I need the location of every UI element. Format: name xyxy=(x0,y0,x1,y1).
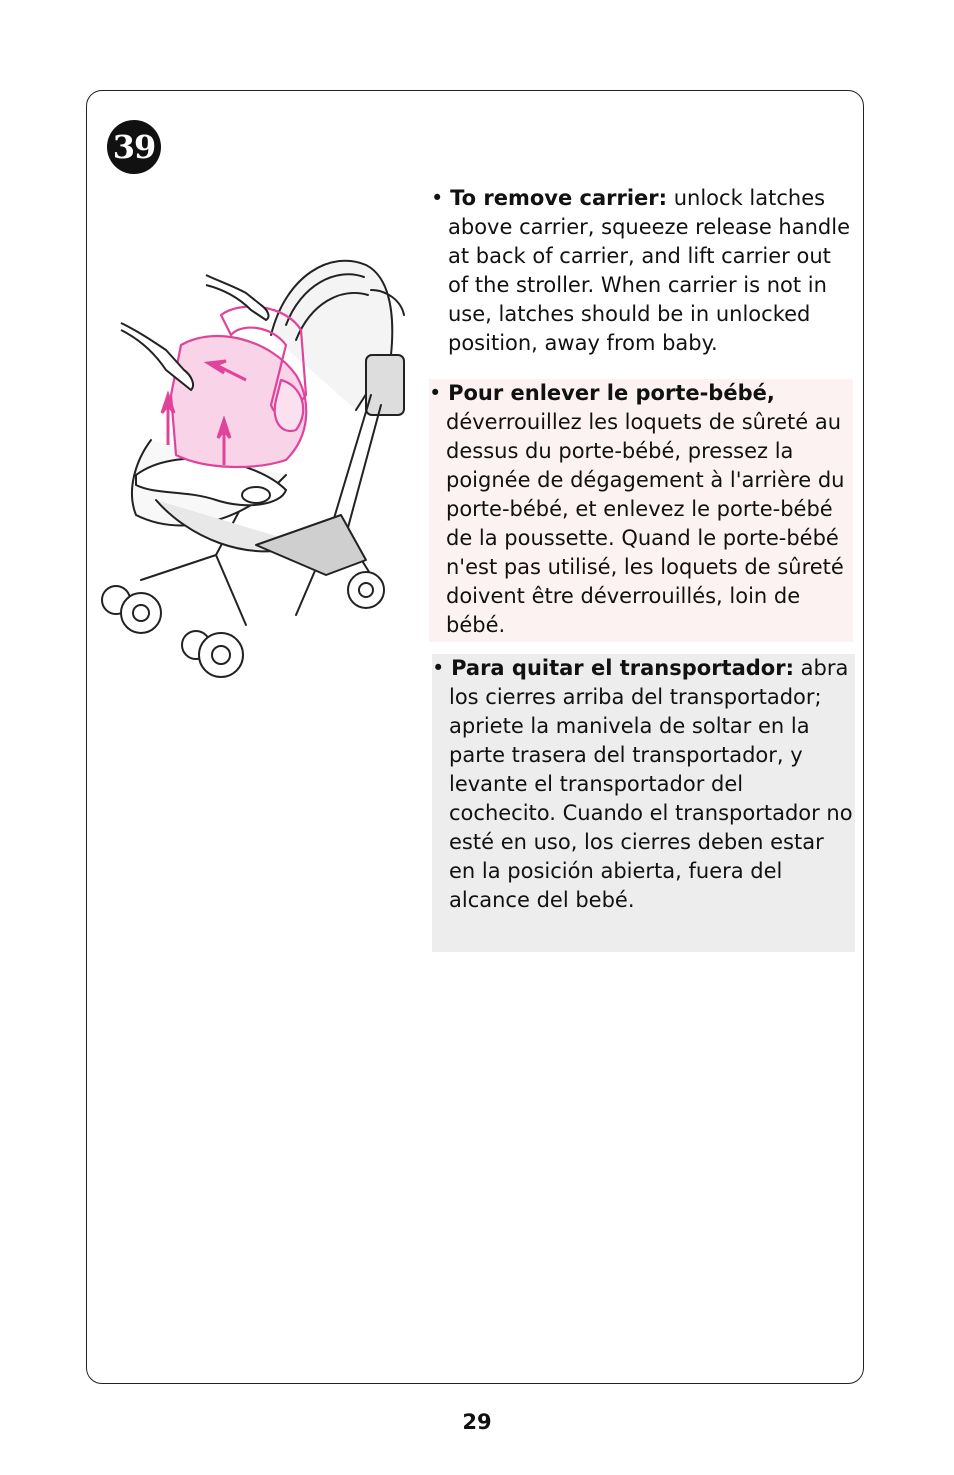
instruction-heading: Pour enlever le porte-bébé, xyxy=(448,381,775,405)
instruction-french xyxy=(429,379,853,642)
instruction-heading: Para quitar el transportador: xyxy=(451,656,794,680)
bullet: • xyxy=(432,656,445,680)
instruction-body: abra los cierres arriba del transportador; apriete la manivela de soltar en la parte trasera del transportador, y levante el transportador del cochecito. Cuando el transportador no esté en uso, los cierres deben estar en la posición abierta, fuera del alcance del bebé. xyxy=(449,656,853,912)
instruction-english xyxy=(431,184,851,358)
instruction-spanish xyxy=(432,654,855,952)
bullet: • xyxy=(429,381,442,405)
wheels xyxy=(102,572,384,677)
instruction-body: déverrouillez les loquets de sûreté au dessus du porte-bébé, pressez la poignée de dégagement à l'arrière du porte-bébé, et enlevez le porte-bébé de la poussette. Quand le porte-bébé n'est pas utilisé, les loquets de sûreté doivent être déverrouillés, loin de bébé. xyxy=(446,410,845,637)
instruction-heading: To remove carrier: xyxy=(450,186,668,210)
stroller-carrier-illustration xyxy=(96,245,416,690)
bullet: • xyxy=(431,186,444,210)
page-number: 29 xyxy=(462,1410,492,1434)
instruction-body: unlock latches above carrier, squeeze release handle at back of carrier, and lift carrier out of the stroller. When carrier is not in use, latches should be in unlocked position, away from baby. xyxy=(448,186,850,355)
step-number-badge: 39 xyxy=(107,120,161,174)
